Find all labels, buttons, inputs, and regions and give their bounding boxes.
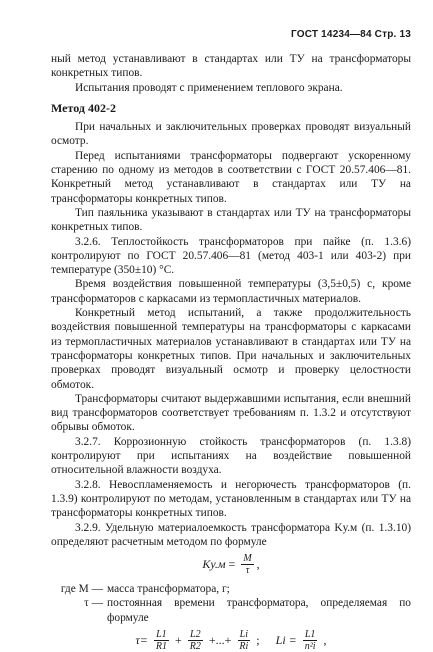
formula-lhs: Kу.м [202, 557, 226, 572]
formula-operator: + [174, 633, 182, 648]
formula-fraction [241, 553, 253, 576]
fraction-numerator: L1 [156, 628, 167, 640]
paragraph: Трансформаторы считают выдержавшими испытания, если внешний вид трансформаторов соответствует требованиям п. 1.3.2 и отсутствуют обрывы обмоток. [51, 392, 411, 434]
paragraph: 3.2.7. Коррозионную стойкость трансформаторов (п. 1.3.8) контролируют при испытаниях на воздействие повышенной относительной влажности воздуха. [51, 435, 411, 477]
paragraph: 3.2.9. Удельную материалоемкость трансформатора Kу.м (п. 1.3.10) определяют расчетным методом по формуле [51, 521, 411, 548]
document-body [51, 52, 411, 652]
legend-symbol: τ — [84, 597, 103, 610]
paragraph: 3.2.8. Невоспламеняемость и негорючесть трансформаторов (п. 1.3.9) контролируют по методам, установленным в стандартах или ТУ на трансформаторы конкретных типов. [51, 478, 411, 520]
page-header: ГОСТ 14234—84 Стр. 13 [291, 29, 411, 40]
legend-definition: масса трансформатора, г; [107, 583, 230, 596]
formula-lhs: τ= [135, 633, 148, 648]
formula-lhs: Li = [275, 633, 297, 648]
legend-symbol: где M — [60, 583, 103, 596]
legend-definition: постоянная времени трансформатора, определяемая по формуле [107, 597, 411, 624]
method-heading: Метод 402-2 [51, 100, 116, 115]
formula-fraction [186, 629, 205, 652]
fraction-numerator: L2 [190, 628, 201, 640]
paragraph: Конкретный метод испытаний, а также продолжительность воздействия повышенной температуры на трансформаторы с каркасами из термопластичных материалов устанавливают в стандартах или ТУ на трансформаторы конкретных типов. При начальных и заключительных проверках проводят визуальный осмотр и проверку целостности обмоток. [51, 307, 411, 391]
fraction-denominator: n²i [304, 640, 316, 652]
fraction-denominator: Ri [239, 640, 249, 652]
fraction-denominator: R2 [189, 640, 201, 652]
fraction-denominator: R1 [155, 640, 167, 652]
paragraph: ный метод устанавливают в стандартах или ТУ на трансформаторы конкретных типов. [51, 53, 411, 80]
formula-specific-material-consumption [51, 553, 411, 576]
formula-time-constant [51, 629, 411, 652]
paragraph: 3.2.6. Теплостойкость трансформаторов при пайке (п. 1.3.6) контролируют по ГОСТ 20.57.406—81 (метод 403-1 или 403-2) при температуре (350±10) °С. [51, 235, 411, 277]
formula-separator: ; [256, 633, 260, 648]
fraction-numerator: Li [239, 628, 249, 640]
paragraph: При начальных и заключительных проверках проводят визуальный осмотр. [51, 121, 411, 148]
fraction-numerator: M [243, 553, 252, 565]
formula-fraction [301, 629, 320, 652]
paragraph: Время воздействия повышенной температуры (3,5±0,5) с, кроме трансформаторов с каркасами из термопластичных материалов. [51, 278, 411, 305]
formula-fraction [152, 629, 171, 652]
fraction-denominator: τ [245, 565, 250, 577]
formula-fraction [235, 629, 252, 652]
paragraph: Тип паяльника указывают в стандартах или ТУ на трансформаторы конкретных типов. [51, 206, 411, 234]
paragraph: Испытания проводят с применением теплового экрана. [75, 81, 343, 94]
formula-tail: , [256, 557, 260, 572]
formula-tail: , [323, 633, 327, 648]
fraction-numerator: L1 [304, 628, 316, 640]
paragraph: Перед испытаниями трансформаторы подвергают ускоренному старению по одному из методов в соответствии с ГОСТ 20.57.406—81. Конкретный метод устанавливают в стандартах или ТУ на трансформаторы конкретных типов. [51, 149, 411, 205]
formula-equals: = [228, 557, 236, 572]
formula-operator: +...+ [208, 633, 232, 648]
